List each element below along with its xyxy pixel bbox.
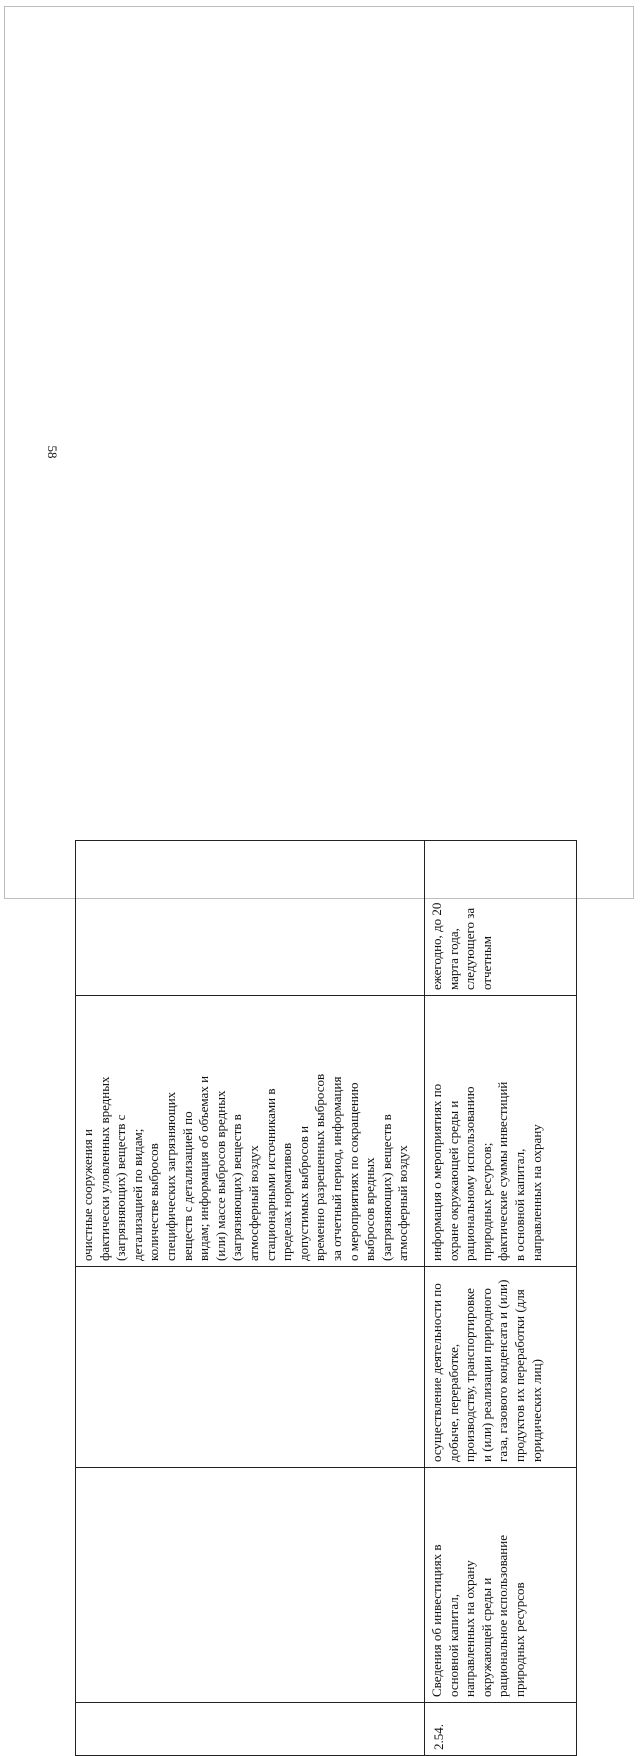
table-row-2-54 [425,841,577,1756]
text-line: временно разрешенных выбросов [312,1073,328,1261]
text-line: охране окружающей среды и [445,1100,461,1261]
text-line: ежегодно, до 20 [429,902,444,990]
cell-term [76,841,425,996]
text-line: следующего за [462,907,478,990]
text-line: информация о мероприятиях по [429,1083,444,1261]
text-line: производству, транспортировке [462,1288,478,1462]
text-line: (или) массе выбросов вредных [212,1090,228,1261]
cell-name [76,1468,425,1703]
cell-number: 2.54. [425,1703,577,1756]
text-line: осуществление деятельности по [429,1283,444,1462]
text-line: атмосферный воздух [395,1145,411,1261]
text-line: рациональному использованию [462,1086,478,1261]
text-line: фактически уловленных вредных [96,1076,112,1261]
text-line: видам; информация об объемах и [196,1075,212,1261]
text-line: направленных на охрану [528,1124,544,1261]
text-line: в основной капитал, [511,1148,527,1261]
text-line: о мероприятиях по сокращению [345,1082,361,1261]
text-line: стационарными источниками в [262,1088,278,1261]
text-line: атмосферный воздух [245,1145,261,1261]
text-line: допустимых выбросов и [295,1125,311,1261]
cell-info [425,996,577,1267]
text-line: отчетным [478,936,494,990]
text-line: количестве выбросов [146,1143,162,1261]
text-line: окружающей среды и [478,1577,494,1697]
text-line: специфических загрязняющих [162,1091,178,1261]
text-line: юридических лиц) [528,1359,544,1462]
cell-name [425,1468,577,1703]
text-line: (загрязняющих) веществ в [229,1114,245,1261]
text-line: фактические суммы инвестиций [495,1081,511,1261]
text-line: природных ресурсов [511,1582,527,1697]
table-row-previous [76,841,425,1756]
cell-number [76,1703,425,1756]
text-line: марта года, [445,928,461,990]
text-line: веществ с детализацией по [179,1111,195,1261]
page-number: 58 [45,445,60,459]
text-line: (загрязняющих) веществ в [378,1114,394,1261]
text-line: направленных на охрану [462,1560,478,1697]
cell-scope [76,1267,425,1468]
text-line: выбросов вредных [362,1157,378,1261]
cell-scope [425,1267,577,1468]
text-line: детализацией по видам; [129,1128,145,1261]
text-line: (загрязняющих) веществ с [113,1114,129,1261]
text-line: добыче, переработке, [445,1343,461,1462]
text-line: рациональное использование [495,1535,511,1697]
text-line: природных ресурсов; [478,1142,494,1261]
cell-term [425,841,577,996]
cell-info [76,996,425,1267]
text-line: очистные сооружения и [80,1129,95,1261]
text-line: Сведения об инвестициях в [429,1544,444,1697]
text-line: продуктов их переработки (для [511,1289,527,1462]
text-line: основной капитал, [445,1594,461,1697]
rotated-table-area [75,36,577,1750]
document-table [75,840,577,1756]
text-line: за отчетный период, информация [328,1076,344,1261]
text-line: газа, газового конденсата и (или) [495,1279,511,1462]
text-line: и (или) реализации природного [478,1288,494,1462]
text-line: пределах нормативов [279,1142,295,1261]
